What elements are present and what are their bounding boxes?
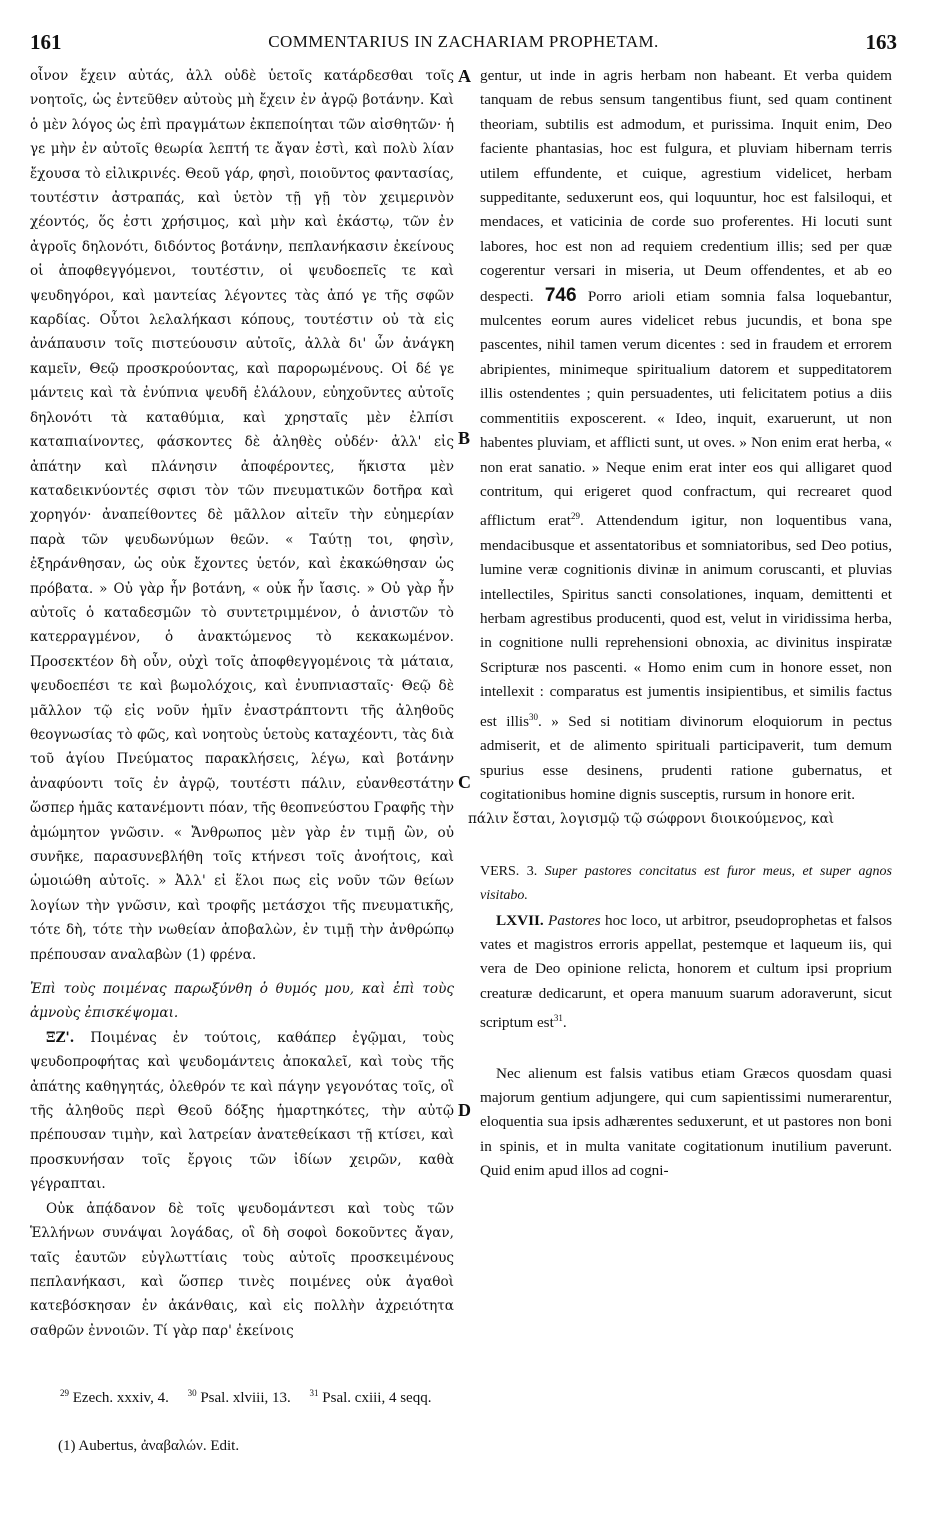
footnote-31: Psal. cxiii, 4 seqq. [322,1390,432,1406]
page-number-right: 163 [865,30,897,54]
latin-paragraph-3: Nec alienum est falsis vatibus etiam Græcos quosdam quasi majorum gentium adjungere, qui cum sapientissimi numerarentur, eloquentia sua ipsis adhærentes seduxerunt, et ut pastores non boni in spinis, et in multa vanitate cogitationum inutilium paverunt. Quid enim apud illos ad cogni- [480,1064,892,1180]
footnote-29: Ezech. xxxiv, 4. [72,1390,169,1406]
greek-section-label: ΞΖ'. [46,1029,75,1046]
latin-paragraph-1a: gentur, ut inde in agris herbam non habeant. Et verba quidem tanquam de rebus sensum tangentibus fiunt, sed quam continent theoriam, subtilis est admodum, et purissima. Inquit enim, Deo faciente phantasias, hoc est fulgura, et pluviam hibernam terris utilem effundente, et cuique, agrestium videlicet, herbam suppeditante, seduxerunt eos, qui loquuntur, hoc est falsiloqui, et mendaces, et vaticinia de corde suo proferentes. Hi locuti sunt labores, hoc est non ad requiem credentium illis; sed per quæ cogerentur versari in miseria, ut Deum offendentes, et ab eo despecti. [480,67,892,305]
footnotes [60,1388,431,1407]
greek-paragraph-2-text: Ποιμένας ἐν τούτοις, καθάπερ ἐγῷμαι, τοὺς ψευδοπροφήτας καὶ ψευδομάντεις ἀποκαλεῖ, καὶ τοὺς τῆς ἀπάτης καθηγητάς, ὀλεθρόν τε καὶ πάγην γεγονότας τοῖς, οἳ τῆς ἀληθοῦς περὶ Θεοῦ δόξης ἡμαρτηκότες, τὴν αὐτῷ πρέπουσαν τιμὴν, καὶ λατρείαν ἀνατεθείκασι τῇ κτίσει, καὶ προσκυνήσαν τοῖς ἔργοις τῶν ἰδίων χειρῶν, καθὰ γέγραπται. [30,1029,454,1193]
latin-paragraph-2-lead: Pastores [548,911,601,929]
greek-paragraph-1: οἶνον ἔχειν αὐτάς, ἀλλ οὐδὲ ὑετοῖς κατάρδεσθαι τοῖς νοητοῖς, ὡς ἐντεῦθεν αὐτοὺς μὴ ἔχειν ἐν ἀγρῷ βοτάνην. Καὶ ὁ μὲν λόγος ὡς ἐπὶ πραγμάτων ἐκπεποίηται τῶν αἰσθητῶν· ἡ γε μὴν ἐν αὐτοῖς θεωρία λεπτή τε ἄγαν ἐστὶ, καὶ πολὺ λίαν ἔχουσα τὸ εἰλικρινές. Θεοῦ γάρ, φησὶ, ποιοῦντος φαντασίας, τουτέστιν ἀστραπάς, καὶ ὑετὸν τῇ γῇ τὸν χειμερινὸν χέοντός, ὅς ἐστι χρήσιμος, καὶ μὴν καὶ ἑκάστῳ, τῶν ἐν ἀγροῖς δηλονότι, διδόντος βοτάνην, πεπλανήκασιν ἐκείνους οἱ ἀποφθεγγόμενοι, τουτέστιν, οἱ ψευδοεπεῖς τε καὶ ψευδηγόροι, καὶ μαντείας λέγοντες τὰς ἀπό γε τῆς σφῶν καρδίας. Οὗτοι λελαλήκασι κόπους, τουτέστιν οὐ τὰ εἰς ἀνάπαυσιν τοῖς πιστεύουσιν αὐτοῖς, ἀλλὰ δι' ὧν ἀνάγκη καμεῖν, Θεῷ προσκρούοντας, καὶ παρορωμένους. Οἱ δέ γε μάντεις καὶ τὰ ἐνύπνια ψευδῆ ἐλάλουν, εὐηχοῦντες αὐτοῖς δηλονότι τὰ καταθύμια, καὶ χρησταῖς μὲν ἐλπίσι καταπιαίνοντες, φάσκοντες δὲ ἀληθὲς οὐδέν· ἀλλ' εἰς ἀπάτην καὶ πλάνησιν ἀποφέροντες, ἥκιστα μὲν καταδεικνύοντές σφισι τὸν τῶν πνευματικῶν δοτῆρα καὶ χορηγόν· ἀναπείθοντες δὲ μᾶλλον αἰτεῖν τὴν εὐημερίαν παρὰ τῶν ψευδωνύμων θεῶν. « Ταύτῃ τοι, φησὶν, ἐξηράνθησαν, ὡς οὐκ ἔχοντες ὑετόν, καὶ ἐκακώθησαν ὡς πρόβατα. » Οὐ γὰρ ἦν βοτάνη, « οὐκ ἦν ἴασις. » Οὐ γὰρ ἦν αὐτοῖς ὁ καταδεσμῶν τὸ συντετριμμένον, ὁ ἀνιστῶν τὸ κατερραγμένον, ὁ ἀνακτώμενος τὸ κεκακωμένον. Προσεκτέον δὴ οὖν, οὐχὶ τοῖς ἀποφθεγγομένοις τὰ μάταια, ψευδοεπέσι τε καὶ βωμολόχοις, καὶ ἐνυπνιασταῖς· Θεῷ δὲ μᾶλλον τῷ εἰς νοῦν ἡμῖν ἐναστράπτοντι τῆς ἀληθοῦς θεογνωσίας τὸ φῶς, καὶ νοητοὺς ὑετοὺς καταχέοντι, τὰς διὰ τοῦ ἁγίου Πνεύματος παρακλήσεις, λέγω, καὶ βοτάνην ἀναφύοντι τοῖς ἐν ἀγρῷ, τουτέστι πάλιν, εὐανθεστάτην ὥσπερ ἡμᾶς κατανέμοντι πόαν, τῆς θεοπνεύστου Γραφῆς τὴν ἀμώμητον γνῶσιν. « Ἄνθρωπος μὲν γὰρ ἐν τιμῇ ὢν, οὐ συνῆκε, παρασυνεβλήθη τοῖς κτήνεσι τοῖς ἀνοήτοις, καὶ ὡμοιώθη αὐτοῖς. » Ἀλλ' εἰ ἕλοι πως εἰς νοῦν τῶν θείων λογίων τὴν γνῶσιν, καὶ τροφῆς μετάσχοι τῆς πνευματικῆς, τότε δὴ, τότε τὴν νωθείαν ἀποβαλὼν, ἐν τιμῇ τὴν ἀνθρώπῳ πρέπουσαν αναλαβὼν (1) φρένα. [30,68,454,963]
footnote-ref-31: 31 [553,1013,563,1024]
greek-paragraph-2 [30,1026,454,1197]
latin-column [468,64,893,1184]
footnote-number-29: 29 [60,1388,69,1398]
running-header [30,30,897,54]
latin-paragraph-1c: . Attendendum igitur, non loquentibus vana, mendacibusque et assentatoribus et somniatoribus, sed Deo potius, lumine veræ cognitionis divinæ in animum coruscanti, et pluvias intellectiles, Spiritus sancti consolationes, inquam, demittenti et herbam agrestibus producenti, quod est, velut in viridissima herba, in cognitione nulli reprehensioni obnoxia, ac divinitus inspiratæ Scripturæ nos pascenti. « Homo enim cum in honore esset, non intellexit : comparatus est jumentis insipientibus, et similis factus est illis [480,512,892,730]
page-number-left: 161 [30,30,62,54]
margin-letter-a: A [458,66,471,86]
greek-continuation: πάλιν ἔσται, λογισμῷ τῷ σώφρονι διοικούμενος, καὶ [468,811,835,828]
footnote-number-30: 30 [187,1388,197,1398]
column-number-marker: 746 [544,284,577,306]
latin-paragraph-1b: Porro arioli etiam somnia falsa loquebantur, mulcentes eorum aures videlicet rebus jucundis, et bona spe pascentes, nihil tamen verum dicentes : sed in fraudem et errorem abripientes, minimeque spiritualium datorem et suppeditatorem illis ostendentes ; quin persuadentes, uti felicitatem potius a diis commentitiis exposcerent. « Ideo, inquit, exaruerunt, ut non habentes pluviam, et afflicti sunt, ut oves. » Non enim erat herba, « non erat sanatio. » Neque enim erat inter eos qui alligaret quod contritum, qui erigeret quod confractum, qui recrearet quod afflictum erat [480,287,893,530]
editorial-note: (1) Aubertus, ἀναβαλών. Edit. [58,1438,240,1454]
latin-paragraph-1d: . » Sed si notitiam divinorum eloquiorum in pectus admiserit, et de alimento spirituali participaverit, tum demum spurius esse desinens, prudenti ratione gubernatus, et cogitationibus homine dignis susceptis, rursum in honore erit. [480,712,892,803]
latin-section-label: LXVII. [496,911,544,929]
latin-verse-text: Super pastores concitatus est furor meus, et super agnos visitabo. [480,863,892,904]
margin-letter-c: C [458,772,471,792]
footnote-ref-30: 30 [529,711,539,722]
latin-verse-label: VERS. 3. [480,863,538,879]
margin-letter-d: D [458,1100,471,1120]
latin-verse-heading [480,860,892,909]
running-title: COMMENTARIUS IN ZACHARIAM PROPHETAM. [268,32,659,51]
greek-paragraph-3: Οὐκ ἀπᾴδανον δὲ τοῖς ψευδομάντεσι καὶ τοὺς τῶν Ἑλλήνων συνάψαι λογάδας, οἳ δὴ σοφοὶ δοκοῦντες ἄγαν, ταῖς ἑαυτῶν εὐγλωττίαις τοὺς αὐτοῖς προσκειμένους πεπλανήκασι, καὶ ὥσπερ τινὲς ποιμένες οὐκ ἀγαθοὶ κατεβόσκησαν ἐν ἀκάνθαις, καὶ εἰς πολλὴν ἀχρειότητα σαθρῶν ἐννοιῶν. Τί γὰρ παρ' ἐκείνοις [30,1200,454,1339]
latin-paragraph-1 [480,64,892,807]
latin-paragraph-2-text: hoc loco, ut arbitror, pseudoprophetas et falsos vates et magistros erroris appellat, pestemque et laqueum iis, qui vera de Deo opinione relicta, honorem et cultum ipsi proprium creaturæ dedicarunt, et opera manuum suarum adoraverunt, sicut scriptum est [480,911,892,1032]
margin-letter-b: B [458,428,471,448]
footnote-30: Psal. xlviii, 13. [200,1390,291,1406]
footnote-number-31: 31 [309,1388,319,1398]
greek-column [30,64,454,1343]
greek-lemma: Ἐπὶ τοὺς ποιμένας παρωξύνθη ὁ θυμός μου, καὶ ἐπὶ τοὺς ἀμνοὺς ἐπισκέψομαι. [30,981,454,1022]
footnote-ref-29: 29 [570,511,580,522]
latin-paragraph-2: LXVII. Pastores hoc loco, ut arbitror, pseudoprophetas et falsos vates et magistros erroris appellat, pestemque et laqueum iis, qui vera de Deo opinione relicta, honorem et cultum ipsi proprium creaturæ dedicarunt, et opera manuum suarum adoraverunt, sicut scriptum est$^{31}$. [480,911,892,1032]
